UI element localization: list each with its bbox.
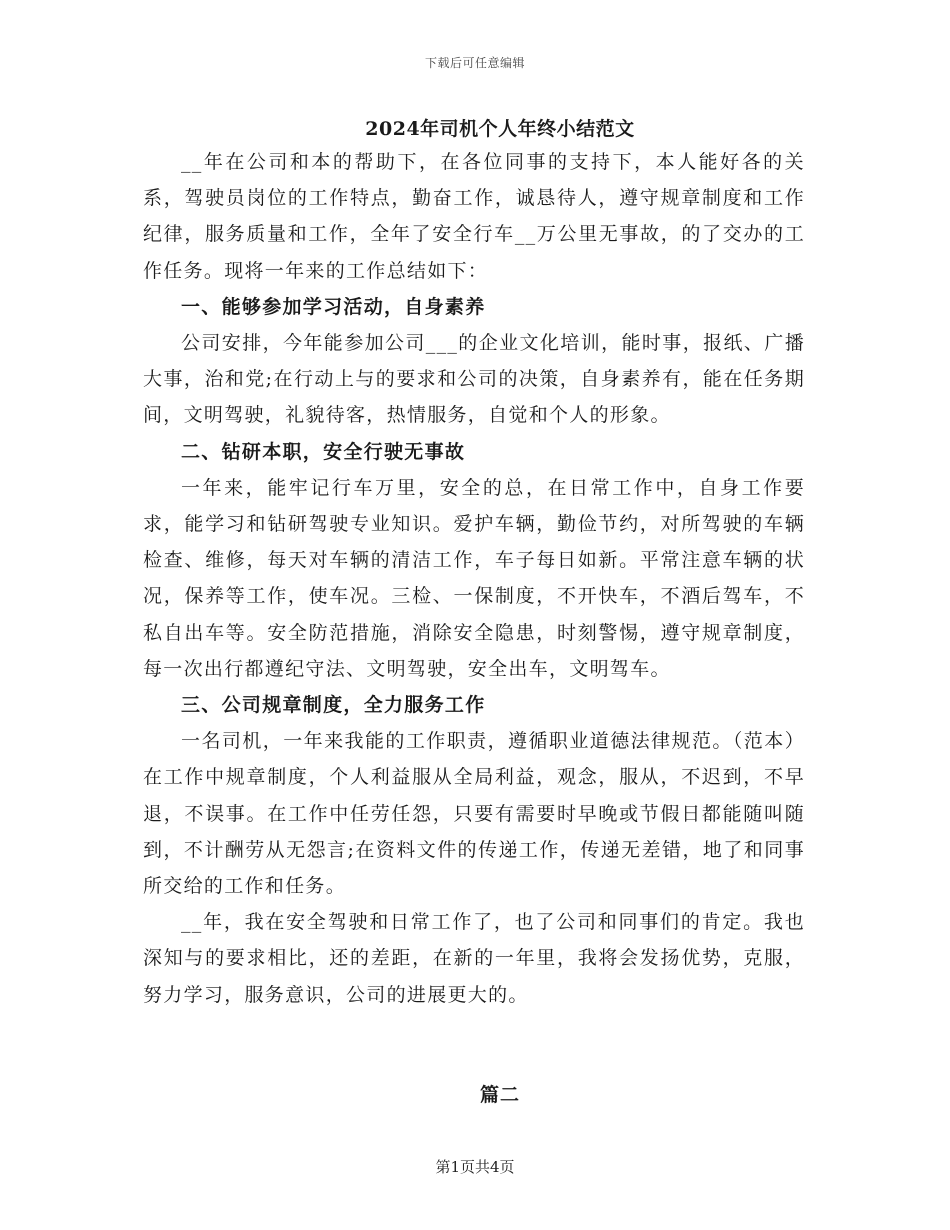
- closing-paragraph: __年，我在安全驾驶和日常工作了，也了公司和同事们的肯定。我也深知与的要求相比，还的差距，在新的一年里，我将会发扬优势，克服，努力学习，服务意识，公司的进展更大的。: [143, 911, 805, 1006]
- section-paragraph-3: 一名司机，一年来我能的工作职责，遵循职业道德法律规范。（范本）在工作中规章制度，个人利益服从全局利益，观念，服从，不迟到，不早退，不误事。在工作中任劳任怨，只要有需要时早晚或节假日都能随叫随到，不计酬劳从无怨言;在资料文件的传递工作，传递无差错，地了和同事所交给的工作和任务。: [143, 730, 805, 898]
- header-note: 下载后可任意编辑: [424, 56, 525, 70]
- section-heading-1: 一、能够参加学习活动，自身素养: [181, 295, 486, 318]
- section-paragraph-1: 公司安排，今年能参加公司___的企业文化培训，能时事，报纸、广播大事，治和党;在行动上与的要求和公司的决策，自身素养有，能在任务期间，文明驾驶，礼貌待客，热情服务，自觉和个人的形象。: [143, 332, 805, 427]
- page-number-footer: 第1页共4页: [435, 1158, 515, 1176]
- section-paragraph-2: 一年来，能牢记行车万里，安全的总，在日常工作中，自身工作要求，能学习和钻研驾驶专业知识。爱护车辆，勤俭节约，对所驾驶的车辆检查、维修，每天对车辆的清洁工作，车子每日如新。平常注意车辆的状况，保养等工作，使车况。三检、一保制度，不开快车，不酒后驾车，不私自出车等。安全防范措施，消除安全隐患，时刻警惕，遵守规章制度，每一次出行都遵纪守法、文明驾驶，安全出车，文明驾车。: [143, 476, 805, 680]
- section-heading-2: 二、钻研本职，安全行驶无事故: [181, 440, 466, 463]
- chapter-label: 篇二: [479, 1084, 520, 1106]
- document-body: [143, 144, 805, 1013]
- section-heading-3: 三、公司规章制度，全力服务工作: [181, 694, 486, 717]
- intro-paragraph: __年在公司和本的帮助下，在各位同事的支持下，本人能好各的关系，驾驶员岗位的工作特点，勤奋工作，诚恳待人，遵守规章制度和工作纪律，服务质量和工作，全年了安全行车__万公里无事故，的了交办的工作任务。现将一年来的工作总结如下：: [143, 151, 805, 282]
- document-title: 2024年司机个人年终小结范文: [365, 118, 635, 140]
